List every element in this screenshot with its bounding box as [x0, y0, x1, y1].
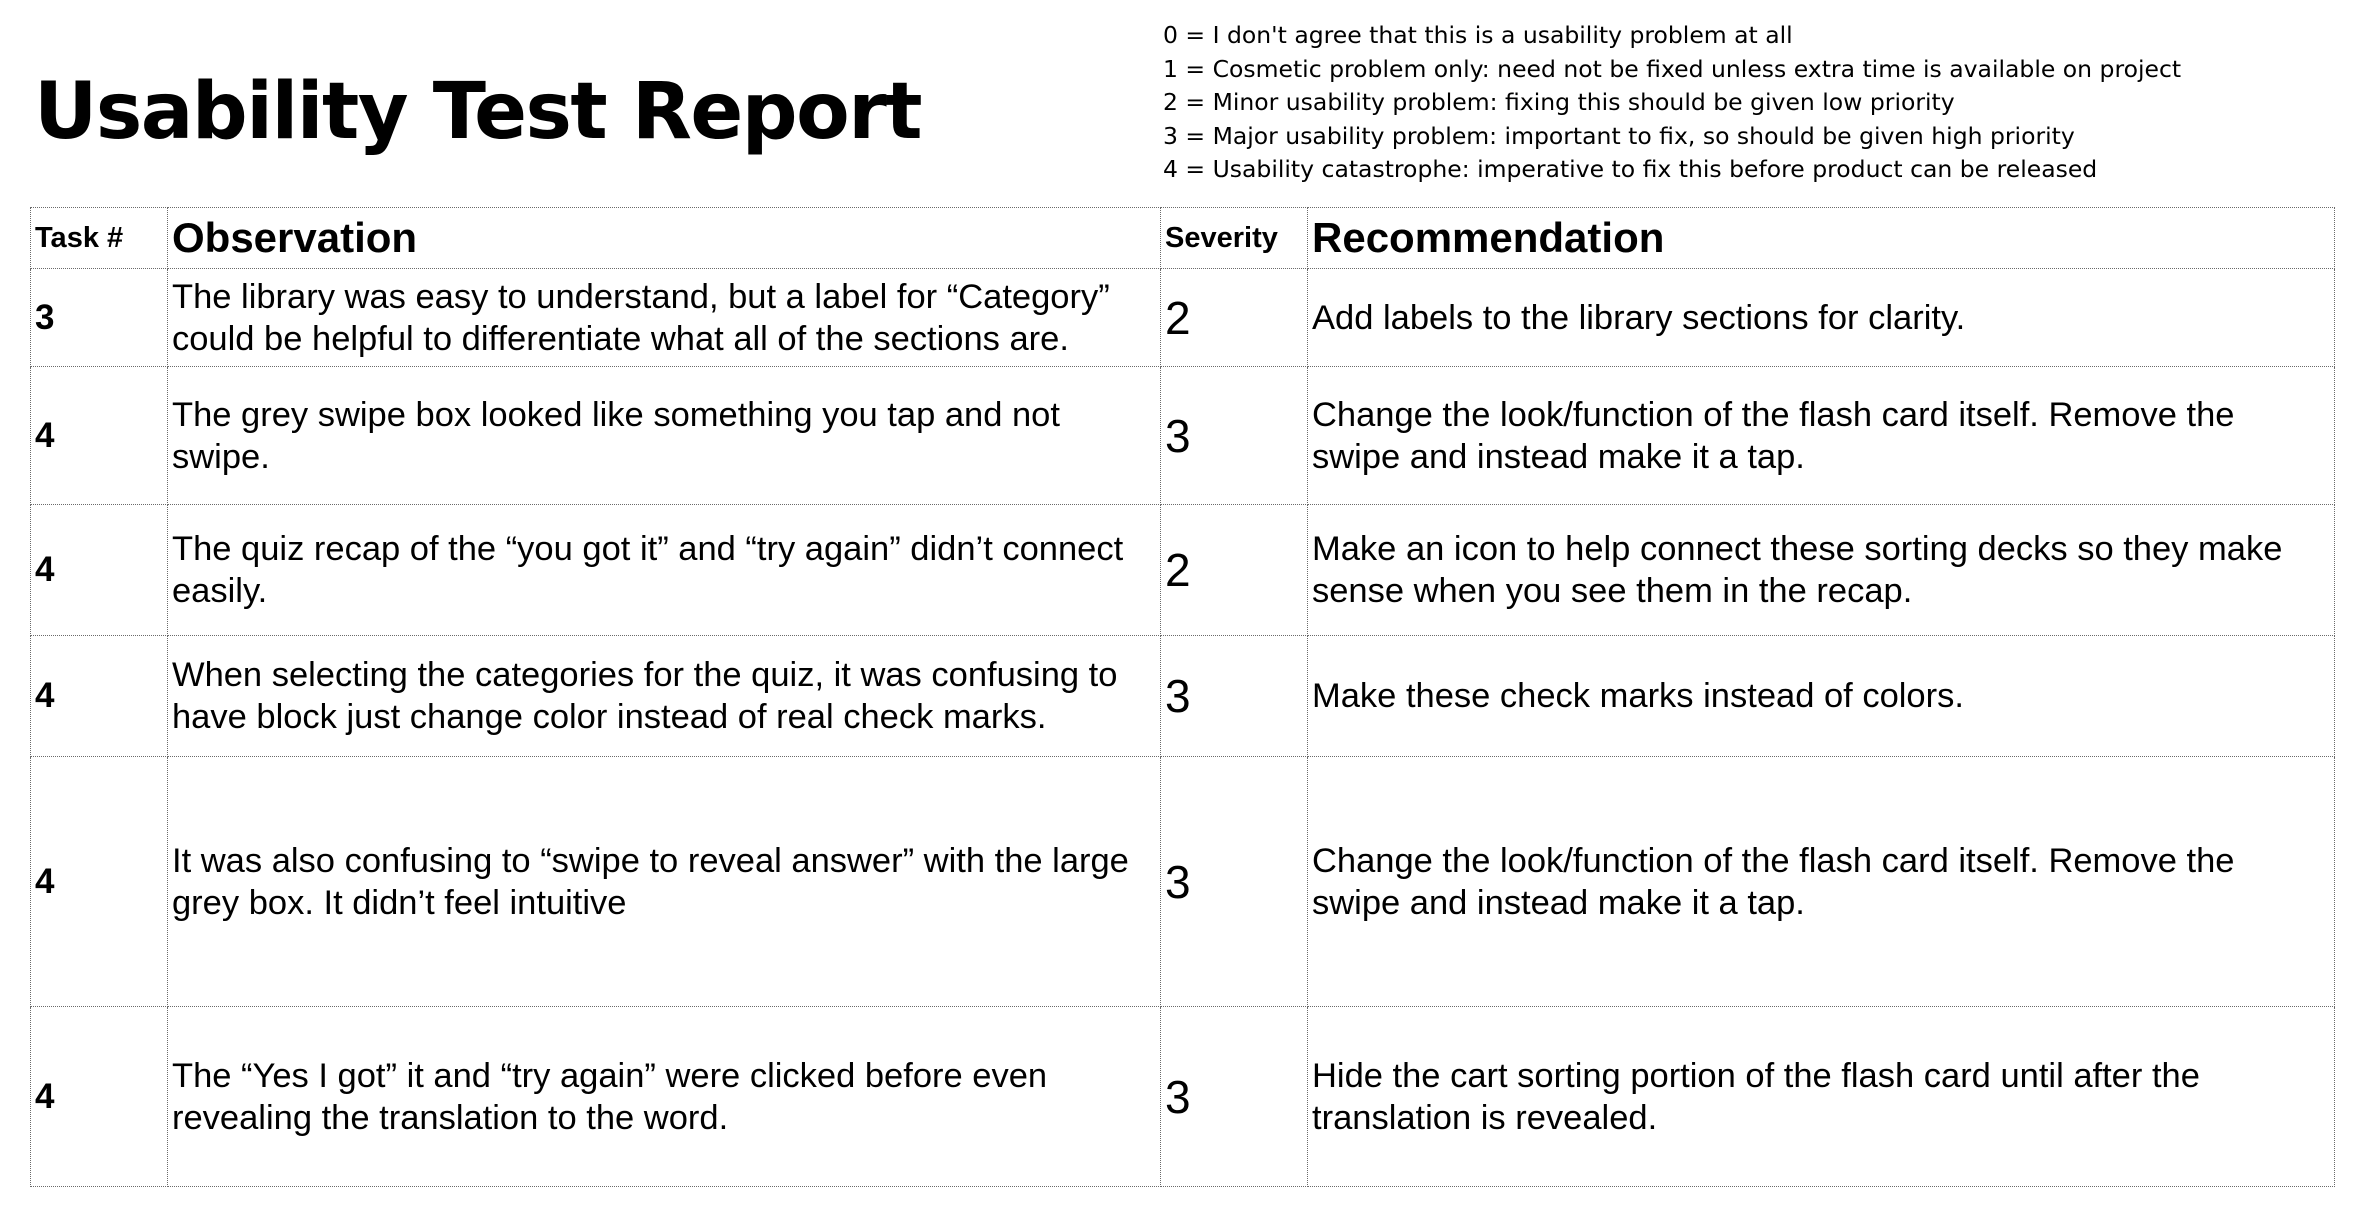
header-task: Task #	[31, 208, 168, 269]
header-severity: Severity	[1161, 208, 1308, 269]
table-row	[31, 269, 2335, 367]
severity-cell: 3	[1161, 367, 1308, 505]
task-number-cell: 4	[31, 1007, 168, 1187]
observation-cell: It was also confusing to “swipe to reveal answer” with the large grey box. It didn’t feel intuitive	[168, 757, 1161, 1007]
page-title: Usability Test Report	[34, 67, 921, 157]
severity-cell: 2	[1161, 505, 1308, 636]
recommendation-cell: Hide the cart sorting portion of the flash card until after the translation is revealed.	[1308, 1007, 2335, 1187]
observation-cell: The grey swipe box looked like something you tap and not swipe.	[168, 367, 1161, 505]
table-header-row	[31, 208, 2335, 269]
recommendation-cell: Change the look/function of the flash card itself. Remove the swipe and instead make it a tap.	[1308, 367, 2335, 505]
severity-cell: 3	[1161, 757, 1308, 1007]
severity-cell: 2	[1161, 269, 1308, 367]
report-table	[30, 207, 2335, 1187]
task-number-cell: 4	[31, 636, 168, 757]
recommendation-cell: Change the look/function of the flash card itself. Remove the swipe and instead make it a tap.	[1308, 757, 2335, 1007]
header-observation: Observation	[168, 208, 1161, 269]
recommendation-cell: Make these check marks instead of colors.	[1308, 636, 2335, 757]
recommendation-cell: Add labels to the library sections for clarity.	[1308, 269, 2335, 367]
observation-cell: The library was easy to understand, but a label for “Category” could be helpful to differentiate what all of the sections are.	[168, 269, 1161, 367]
severity-scale-item: 4 = Usability catastrophe: imperative to fix this before product can be released	[1163, 155, 2098, 183]
severity-scale-legend	[1163, 19, 2343, 187]
table-row	[31, 636, 2335, 757]
observation-cell: The “Yes I got” it and “try again” were clicked before even revealing the translation to the word.	[168, 1007, 1161, 1187]
severity-scale-item: 2 = Minor usability problem: fixing this should be given low priority	[1163, 88, 1955, 116]
severity-scale-item: 0 = I don't agree that this is a usability problem at all	[1163, 21, 1793, 49]
recommendation-cell: Make an icon to help connect these sorting decks so they make sense when you see them in the recap.	[1308, 505, 2335, 636]
severity-cell: 3	[1161, 1007, 1308, 1187]
task-number-cell: 3	[31, 269, 168, 367]
severity-cell: 3	[1161, 636, 1308, 757]
table-row	[31, 757, 2335, 1007]
table-row	[31, 367, 2335, 505]
task-number-cell: 4	[31, 757, 168, 1007]
table-row	[31, 505, 2335, 636]
table-row	[31, 1007, 2335, 1187]
task-number-cell: 4	[31, 367, 168, 505]
observation-cell: The quiz recap of the “you got it” and “try again” didn’t connect easily.	[168, 505, 1161, 636]
task-number-cell: 4	[31, 505, 168, 636]
severity-scale-item: 3 = Major usability problem: important to fix, so should be given high priority	[1163, 121, 2075, 150]
header-recommendation: Recommendation	[1308, 208, 2335, 269]
severity-scale-item: 1 = Cosmetic problem only: need not be fixed unless extra time is available on project	[1163, 54, 2182, 83]
observation-cell: When selecting the categories for the quiz, it was confusing to have block just change color instead of real check marks.	[168, 636, 1161, 757]
